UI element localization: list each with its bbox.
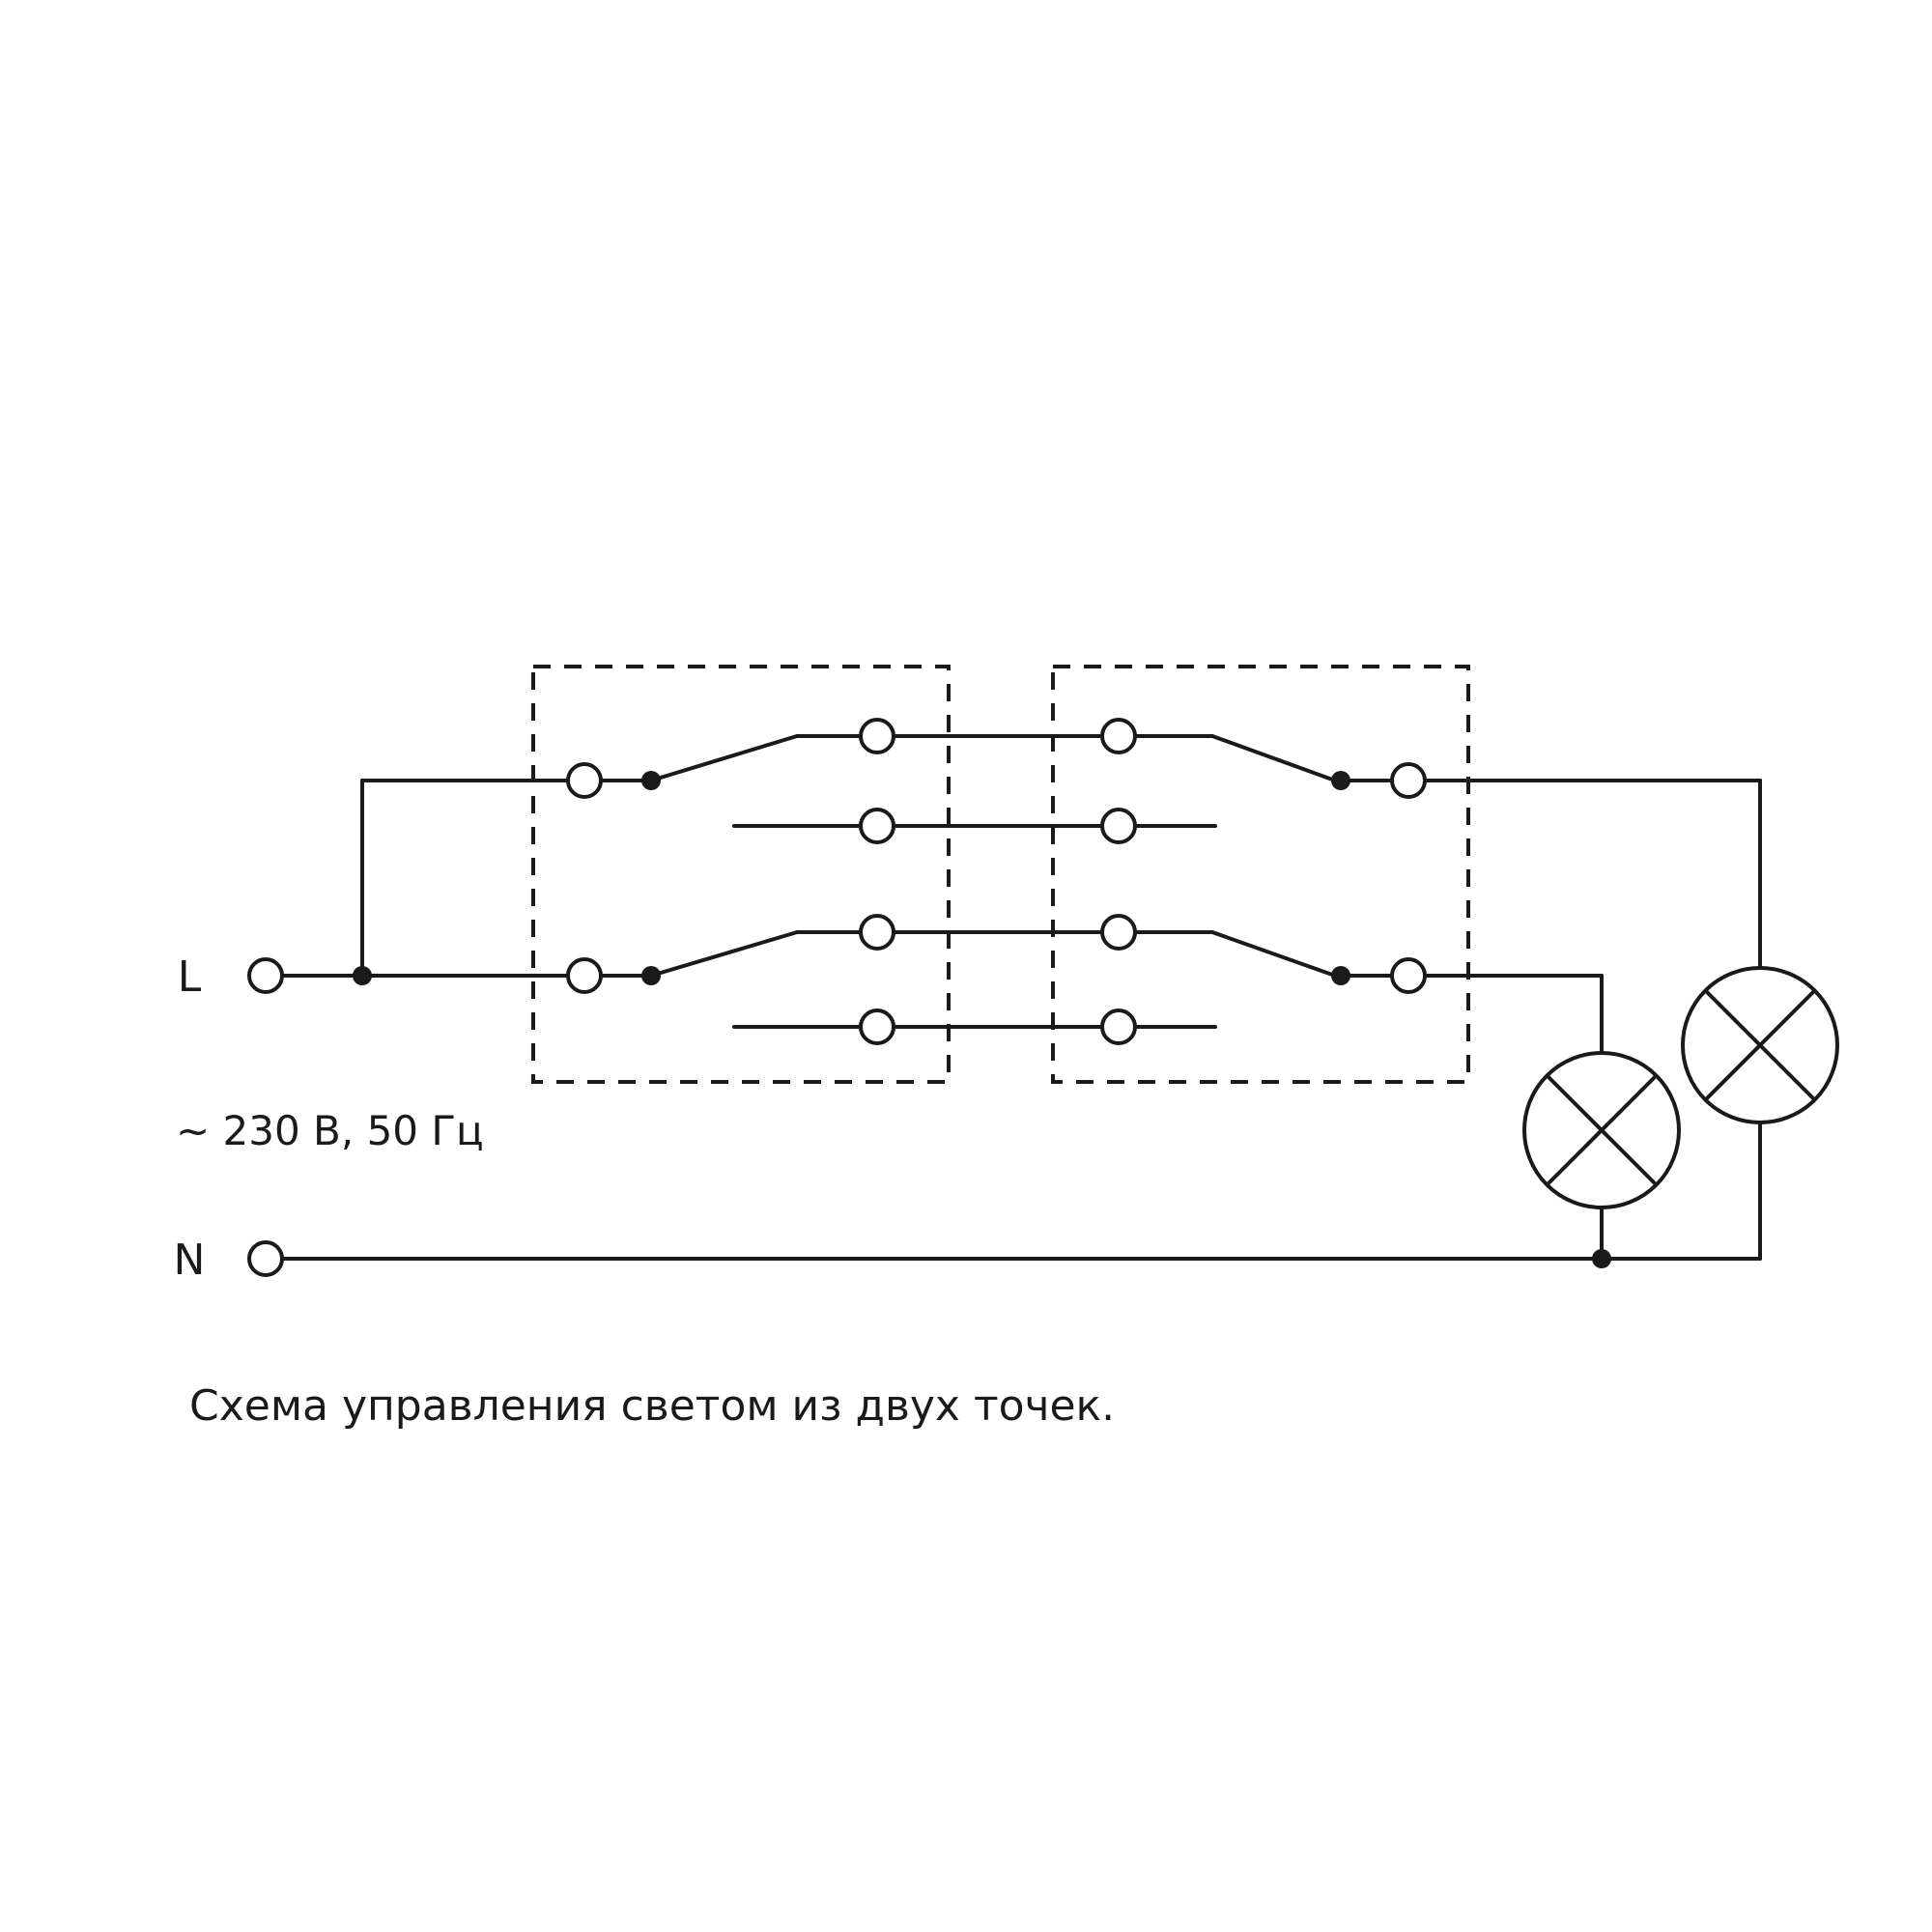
terminal-right-upper-in-b (1102, 810, 1135, 842)
diagram-caption: Схема управления светом из двух точек. (189, 1381, 1116, 1431)
node-l-junction (353, 966, 372, 985)
terminal-left-upper-out-b (861, 810, 894, 842)
terminal-right-lower-in-a (1102, 916, 1135, 949)
terminal-left-upper-common (568, 764, 601, 797)
label-N: N (173, 1236, 206, 1285)
terminal-left-upper-out-a (861, 720, 894, 753)
blade-right-lower (1212, 932, 1335, 976)
terminal-right-upper-in-a (1102, 720, 1135, 753)
terminal-left-lower-common (568, 959, 601, 992)
blade-left-lower (651, 932, 797, 976)
terminal-left-lower-out-b (861, 1010, 894, 1043)
terminal-left-lower-out-a (861, 916, 894, 949)
blade-left-upper (651, 736, 797, 781)
terminal-right-lower-in-b (1102, 1010, 1135, 1043)
terminal-right-upper-common (1392, 764, 1425, 797)
node-n-junction (1592, 1249, 1611, 1268)
label-L: L (177, 952, 202, 1002)
terminal-L (249, 959, 282, 992)
label-supply: ~ 230 В, 50 Гц (176, 1107, 484, 1154)
terminal-N (249, 1242, 282, 1275)
blade-right-upper (1212, 736, 1335, 781)
terminal-right-lower-common (1392, 959, 1425, 992)
